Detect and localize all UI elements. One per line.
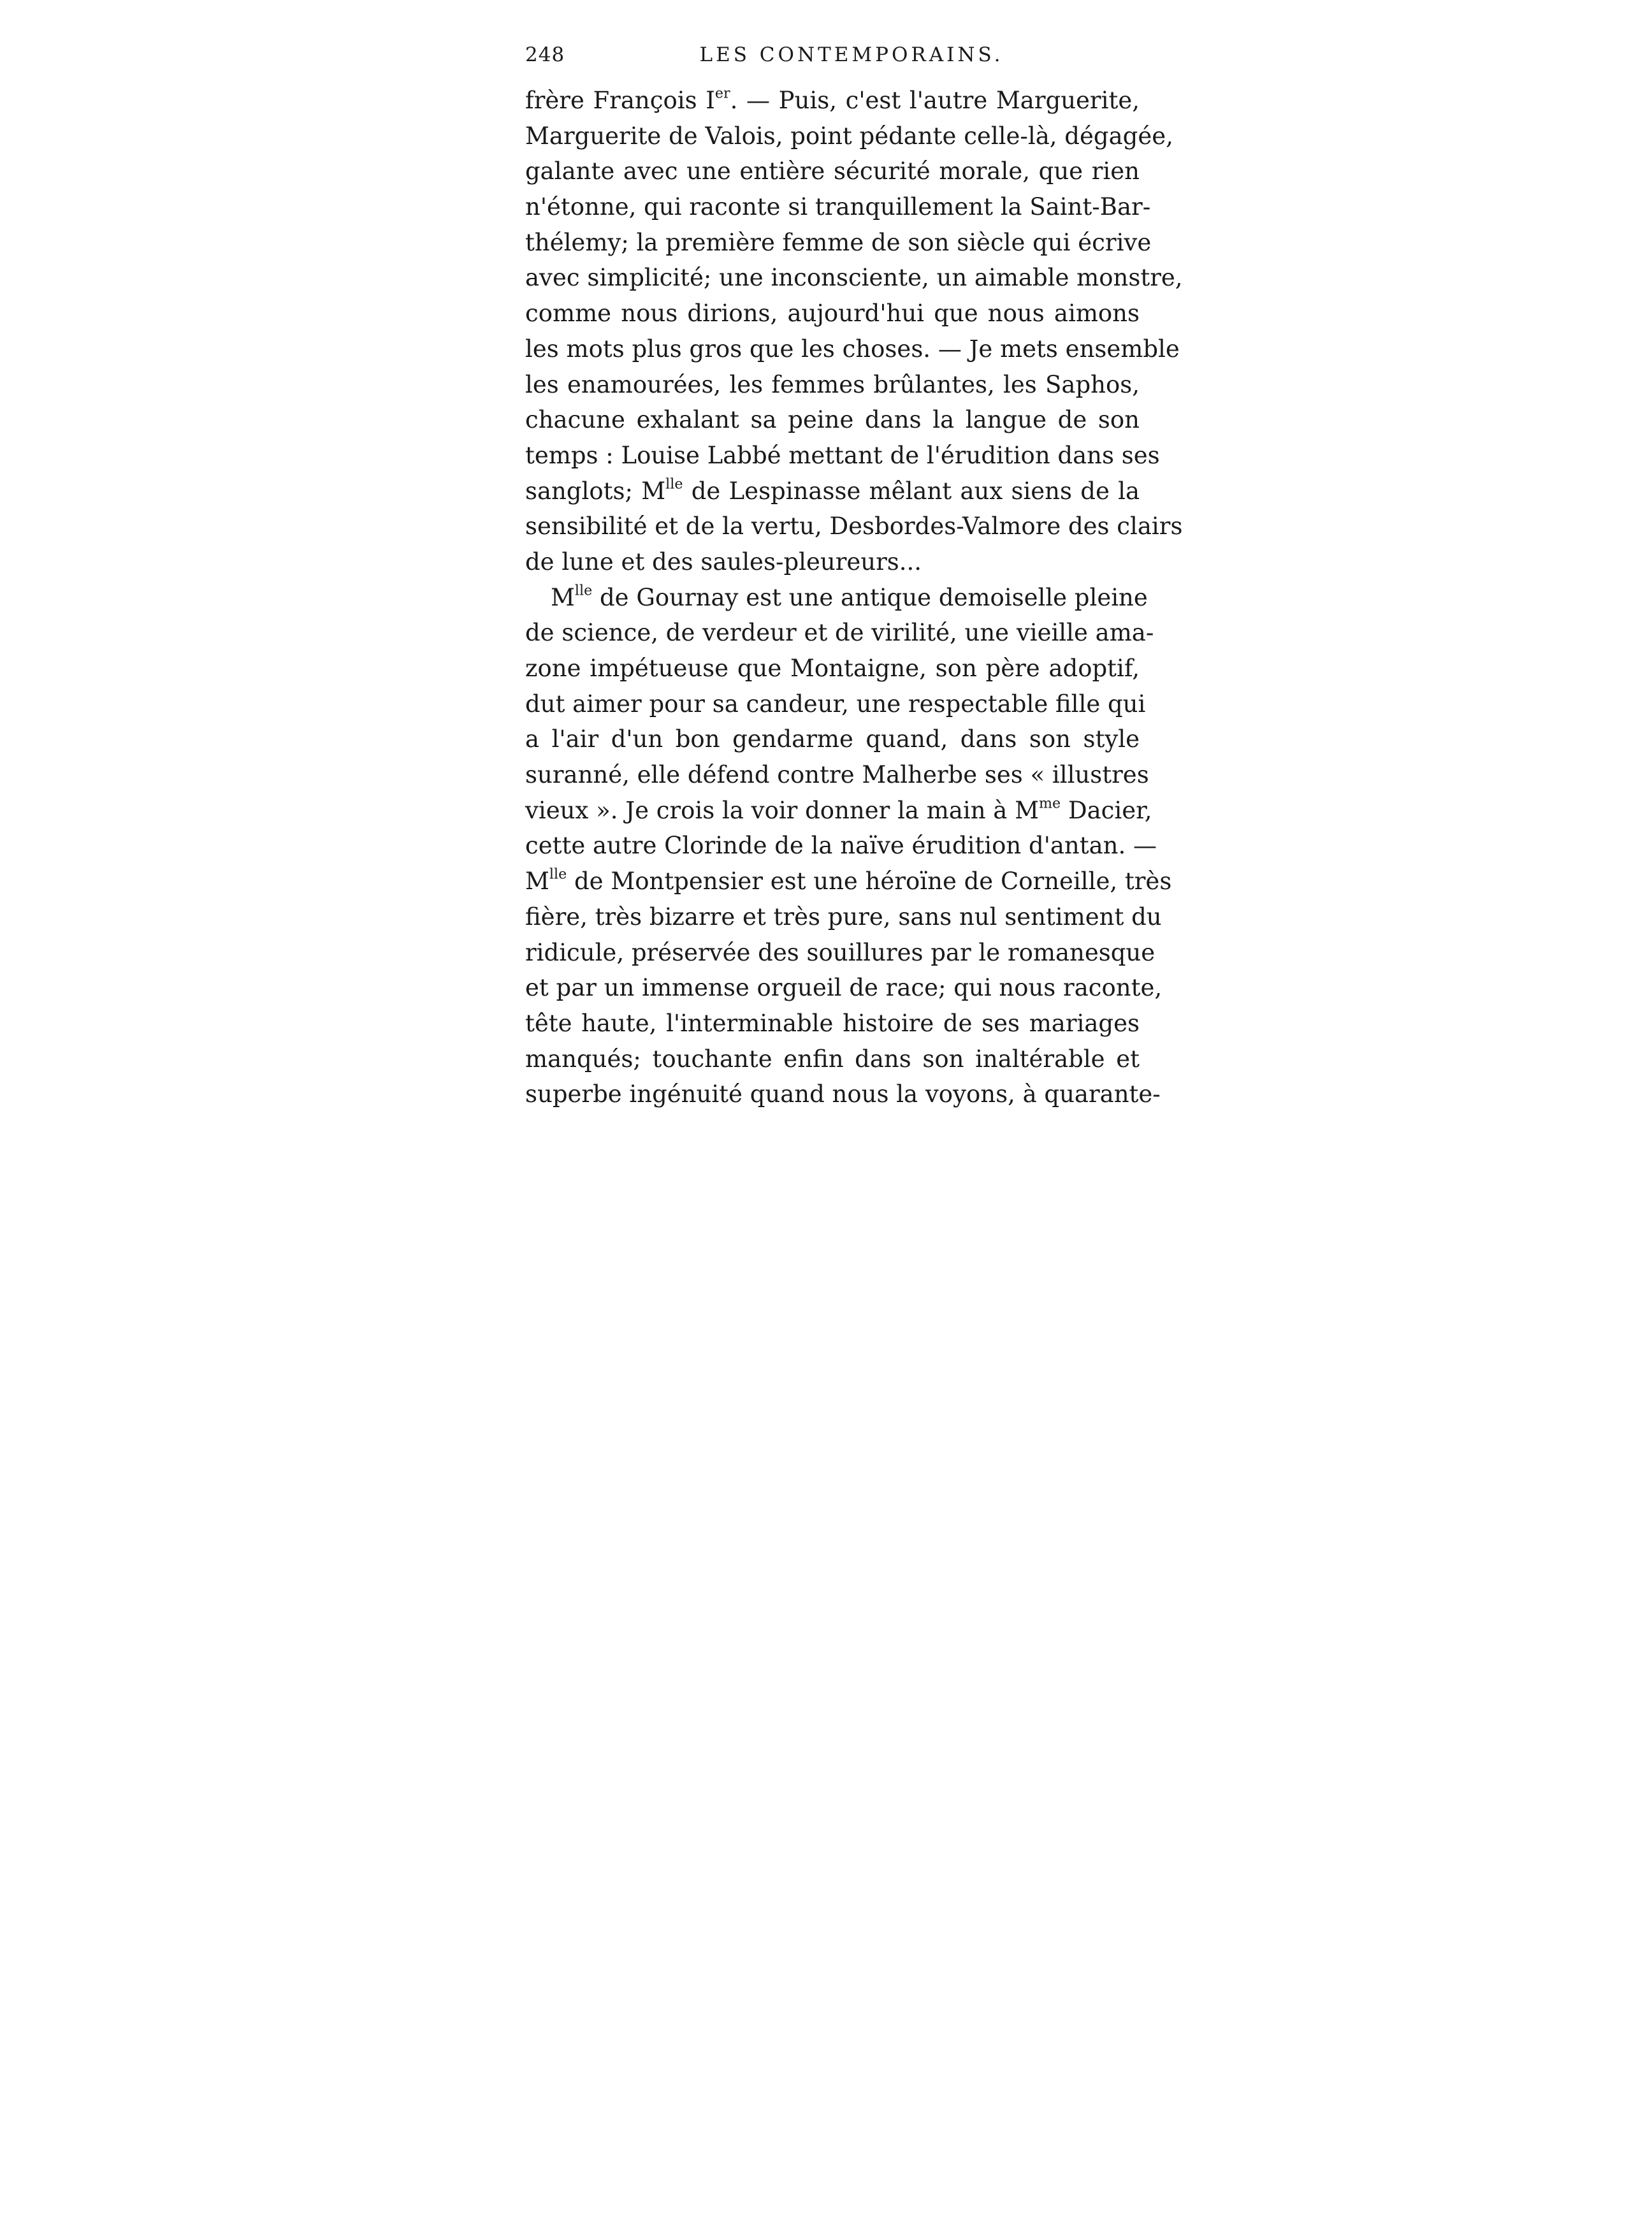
text-line: zone impétueuse que Montaigne, son père adoptif, xyxy=(525,655,1140,682)
text-line: chacune exhalant sa peine dans la langue de son xyxy=(525,406,1140,434)
text-line: frère François Ier. — Puis, c'est l'autre Marguerite, xyxy=(525,85,1140,114)
text-line: $M^{lle}$ de Gournay est une antique demoiselle pleine xyxy=(551,581,1148,611)
text-line: cette autre Clorinde de la naïve érudition d'antan. — xyxy=(525,832,1157,860)
text-block xyxy=(525,37,1183,1112)
text-line: et par un immense orgueil de race; qui nous raconte, xyxy=(525,974,1163,1002)
text-line: dut aimer pour sa candeur, une respectable fille qui xyxy=(525,690,1146,718)
text-line: sensibilité et de la vertu, Desbordes-Valmore des clairs xyxy=(525,512,1183,541)
text-line: vieux ». Je crois la voir donner la main à $M^{me}$ Dacier, xyxy=(525,795,1152,824)
text-line: fière, très bizarre et très pure, sans nul sentiment du xyxy=(525,903,1162,931)
text-line: manqués; touchante enfin dans son inaltérable et xyxy=(525,1045,1140,1073)
text-line: avec simplicité; une inconsciente, un aimable monstre, xyxy=(525,264,1183,292)
text-line: les enamourées, les femmes brûlantes, les Saphos, xyxy=(525,370,1140,398)
text-line: galante avec une entière sécurité morale, que rien xyxy=(525,157,1140,185)
paragraph xyxy=(525,580,1172,1112)
text-line: temps : Louise Labbé mettant de l'érudition dans ses xyxy=(525,441,1160,469)
text-line: Marguerite de Valois, point pédante celle-là, dégagée, xyxy=(525,122,1173,150)
text-line: thélemy; la première femme de son siècle qui écrive xyxy=(525,228,1152,256)
text-line: sanglots; $M^{lle}$ de Lespinasse mêlant aux siens de la xyxy=(525,475,1140,505)
paragraph xyxy=(525,83,1183,580)
text-line: ridicule, préservée des souillures par le romanesque xyxy=(525,938,1156,966)
text-line: de lune et des saules-pleureurs... xyxy=(525,548,922,576)
text-line: de science, de verdeur et de virilité, une vieille ama- xyxy=(525,619,1154,647)
page-number: 248 xyxy=(525,43,565,66)
running-head xyxy=(525,37,1140,83)
text-line: les mots plus gros que les choses. — Je mets ensemble xyxy=(525,335,1180,363)
text-line: superbe ingénuité quand nous la voyons, à quarante- xyxy=(525,1080,1161,1108)
text-line: n'étonne, qui raconte si tranquillement la Saint-Bar- xyxy=(525,193,1151,221)
text-line: comme nous dirions, aujourd'hui que nous aimons xyxy=(525,300,1140,328)
text-line: $M^{lle}$ de Montpensier est une héroïne de Corneille, très xyxy=(525,866,1172,896)
text-line: suranné, elle défend contre Malherbe ses « illustres xyxy=(525,761,1149,789)
text-line: tête haute, l'interminable histoire de ses mariages xyxy=(525,1009,1140,1037)
text-line: a l'air d'un bon gendarme quand, dans son style xyxy=(525,725,1140,753)
running-title: LES CONTEMPORAINS. xyxy=(699,43,1004,66)
